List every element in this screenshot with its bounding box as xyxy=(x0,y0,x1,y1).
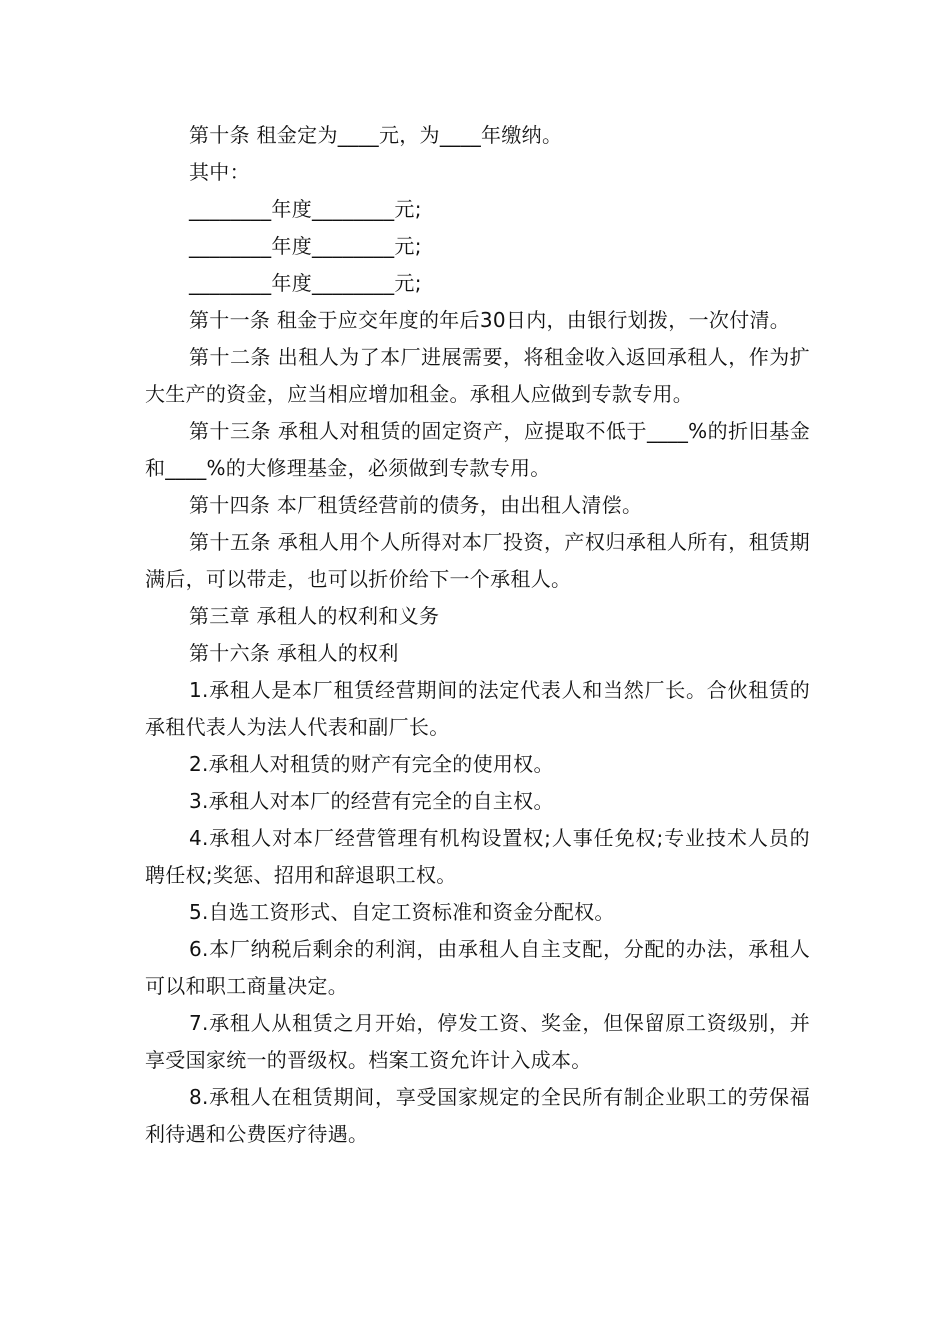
article-14: 第十四条 本厂租赁经营前的债务，由出租人清偿。 xyxy=(189,493,643,517)
rent-breakdown-label: 其中： xyxy=(189,160,250,184)
right-item-8: 8.承租人在租赁期间，享受国家规定的全民所有制企业职工的劳保福利待遇和公费医疗待遇。 xyxy=(145,1085,810,1146)
right-item-4: 4.承租人对本厂经营管理有机构设置权;人事任免权;专业技术人员的聘任权;奖惩、招用和辞退职工权。 xyxy=(145,826,810,887)
article-13: 第十三条 承租人对租赁的固定资产，应提取不低于____%的折旧基金和____%的大修理基金，必须做到专款专用。 xyxy=(145,419,810,480)
article-11: 第十一条 租金于应交年度的年后30日内，由银行划拨，一次付清。 xyxy=(189,308,791,332)
article-12: 第十二条 出租人为了本厂进展需要，将租金收入返回承租人，作为扩大生产的资金，应当相应增加租金。承租人应做到专款专用。 xyxy=(145,345,810,406)
article-16-heading: 第十六条 承租人的权利 xyxy=(189,641,399,665)
chapter-3-heading: 第三章 承租人的权利和义务 xyxy=(189,604,440,628)
article-10: 第十条 租金定为____元，为____年缴纳。 xyxy=(189,123,563,147)
article-15: 第十五条 承租人用个人所得对本厂投资，产权归承租人所有，租赁期满后，可以带走，也可以折价给下一个承租人。 xyxy=(145,530,810,591)
rent-year-line-2: ________年度________元; xyxy=(189,234,422,258)
right-item-6: 6.本厂纳税后剩余的利润，由承租人自主支配，分配的办法，承租人可以和职工商量决定。 xyxy=(145,937,810,998)
right-item-7: 7.承租人从租赁之月开始，停发工资、奖金，但保留原工资级别，并享受国家统一的晋级权。档案工资允许计入成本。 xyxy=(145,1011,810,1072)
right-item-2: 2.承租人对租赁的财产有完全的使用权。 xyxy=(189,752,554,776)
rent-year-line-1: ________年度________元; xyxy=(189,197,422,221)
document-body xyxy=(145,117,810,1153)
right-item-1: 1.承租人是本厂租赁经营期间的法定代表人和当然厂长。合伙租赁的承租代表人为法人代表和副厂长。 xyxy=(145,678,810,739)
right-item-5: 5.自选工资形式、自定工资标准和资金分配权。 xyxy=(189,900,615,924)
rent-year-line-3: ________年度________元; xyxy=(189,271,422,295)
right-item-3: 3.承租人对本厂的经营有完全的自主权。 xyxy=(189,789,554,813)
